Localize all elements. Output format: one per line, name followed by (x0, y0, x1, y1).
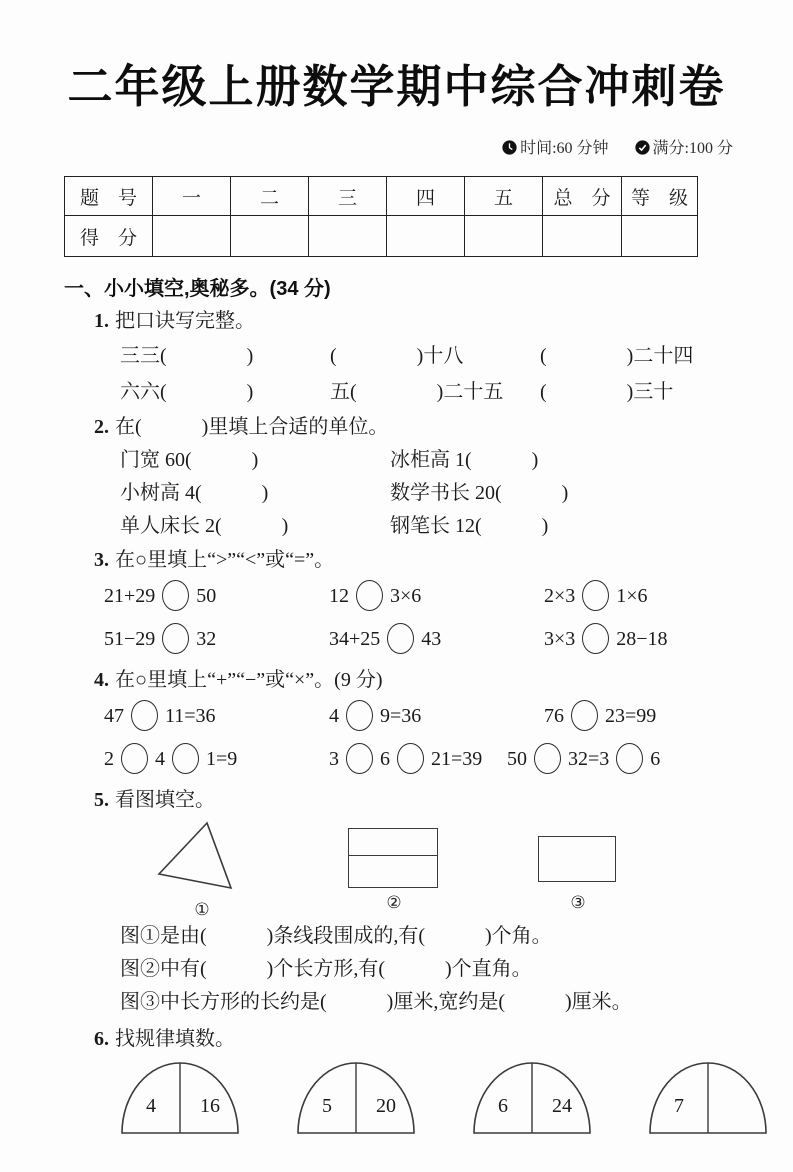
expression: 21+29 (104, 585, 156, 607)
q2-row (120, 474, 793, 507)
clock-icon (502, 140, 517, 155)
fill-blank-item: 五( )二十五 (330, 380, 504, 403)
score-table-header-row (65, 177, 698, 216)
question-3-number: 3. (94, 549, 109, 571)
score-table (64, 176, 698, 257)
question-5 (94, 787, 793, 814)
q6-domes (120, 1061, 793, 1135)
dome-left-value: 5 (322, 1095, 332, 1117)
comparison-item (329, 623, 544, 654)
question-6-number: 6. (94, 1028, 109, 1050)
operator-item (104, 700, 329, 731)
answer-circle (534, 743, 561, 774)
check-circle-icon (635, 140, 650, 155)
dome-figure (472, 1061, 592, 1135)
comparison-item (329, 580, 544, 611)
score-cell (231, 216, 309, 257)
section1-heading: 一、小小填空,奥秘多。(34 分) (64, 278, 331, 300)
score-table-header-cell: 二 (231, 177, 309, 216)
answer-circle (346, 743, 373, 774)
answer-circle (121, 743, 148, 774)
q3-row (104, 574, 793, 617)
expression: 32=3 (568, 748, 610, 770)
time-info (502, 140, 612, 157)
score-cell (622, 216, 698, 257)
question-5-text: 看图填空。 (115, 789, 215, 811)
fill-blank-item: ( )二十四 (540, 344, 694, 367)
expression: 76 (544, 705, 564, 727)
answer-circle (582, 623, 609, 654)
score-label: 满分:100 分 (652, 140, 733, 157)
q2-row (120, 507, 793, 540)
dome-right-value: 16 (200, 1095, 220, 1117)
fill-blank-item: ( )十八 (330, 344, 464, 367)
unit-blank-item: 小树高 4( ) (120, 482, 269, 504)
score-row-label: 得 分 (65, 216, 153, 257)
score-cell (465, 216, 543, 257)
triangle-figure (155, 820, 250, 890)
rectangle-figure (538, 836, 616, 882)
dome-figure (296, 1061, 416, 1135)
expression: 21=39 (431, 748, 483, 770)
answer-circle (397, 743, 424, 774)
fill-blank-item: 六六( ) (120, 380, 254, 403)
score-table-header-cell: 题 号 (65, 177, 153, 216)
comparison-item (104, 623, 329, 654)
comparison-item (544, 623, 793, 654)
answer-circle (616, 743, 643, 774)
q5-line: 图③中长方形的长约是( )厘米,宽约是( )厘米。 (120, 991, 632, 1013)
answer-circle (582, 580, 609, 611)
expression: 12 (329, 585, 349, 607)
question-2 (94, 414, 793, 441)
dome-figure (120, 1061, 240, 1135)
operator-item (544, 700, 793, 731)
figure-label: ① (194, 900, 210, 919)
score-cell (543, 216, 622, 257)
expression: 4 (329, 705, 339, 727)
score-table-header-cell: 三 (309, 177, 387, 216)
question-1 (94, 308, 793, 335)
operator-item (329, 743, 507, 774)
question-1-number: 1. (94, 310, 109, 332)
question-2-number: 2. (94, 416, 109, 438)
score-table-header-cell: 一 (153, 177, 231, 216)
question-4-text: 在○里填上“+”“−”或“×”。(9 分) (115, 669, 383, 691)
answer-circle (346, 700, 373, 731)
dome-right-value: 20 (376, 1095, 396, 1117)
exam-info-line (0, 135, 733, 158)
score-table-header-cell: 四 (387, 177, 465, 216)
question-3 (94, 547, 793, 574)
dome-left-value: 7 (674, 1095, 684, 1117)
q1-row (120, 371, 793, 407)
score-table-header-cell: 五 (465, 177, 543, 216)
expression: 9=36 (380, 705, 422, 727)
exam-paper (0, 50, 793, 1172)
answer-circle (172, 743, 199, 774)
unit-blank-item: 单人床长 2( ) (120, 515, 289, 537)
question-1-text: 把口诀写完整。 (115, 310, 255, 332)
time-label: 时间:60 分钟 (520, 140, 609, 157)
expression: 28−18 (616, 628, 668, 650)
score-cell (387, 216, 465, 257)
question-6-text: 找规律填数。 (115, 1028, 235, 1050)
figure-2 (348, 828, 440, 913)
divided-rectangle-figure (348, 828, 438, 888)
expression: 1=9 (206, 748, 238, 770)
score-table-header-cell: 等 级 (622, 177, 698, 216)
score-cell (309, 216, 387, 257)
rectangle-divider-line (349, 855, 437, 856)
operator-item (104, 743, 329, 774)
answer-circle (131, 700, 158, 731)
unit-blank-item: 门宽 60( ) (120, 449, 259, 471)
question-3-text: 在○里填上“>”“<”或“=”。 (115, 549, 335, 571)
expression: 2×3 (544, 585, 576, 607)
expression: 6 (380, 748, 390, 770)
q1-row (120, 335, 793, 371)
q2-row (120, 441, 793, 474)
expression: 47 (104, 705, 124, 727)
expression: 3×6 (390, 585, 422, 607)
q5-line: 图②中有( )个长方形,有( )个直角。 (120, 958, 532, 980)
comparison-item (104, 580, 329, 611)
unit-blank-item: 数学书长 20( ) (390, 482, 569, 504)
q5-figures (0, 818, 793, 920)
score-cell (153, 216, 231, 257)
expression: 3 (329, 748, 339, 770)
answer-circle (356, 580, 383, 611)
q3-row (104, 617, 793, 660)
question-4 (94, 667, 793, 694)
expression: 11=36 (165, 705, 216, 727)
expression: 6 (650, 748, 661, 770)
question-2-text: 在( )里填上合适的单位。 (115, 416, 389, 438)
q4-row (104, 737, 793, 780)
operator-item (507, 743, 793, 774)
q4-row (104, 694, 793, 737)
expression: 32 (196, 628, 217, 650)
fill-blank-item: 三三( ) (120, 344, 254, 367)
figure-3 (538, 836, 618, 913)
answer-circle (162, 623, 189, 654)
figure-label: ② (386, 893, 402, 912)
expression: 34+25 (329, 628, 381, 650)
expression: 43 (421, 628, 442, 650)
figure-1 (152, 820, 252, 920)
operator-item (329, 700, 544, 731)
expression: 50 (196, 585, 217, 607)
q5-line: 图①是由( )条线段围成的,有( )个角。 (120, 925, 552, 947)
expression: 51−29 (104, 628, 156, 650)
answer-circle (571, 700, 598, 731)
page-title: 二年级上册数学期中综合冲刺卷 (67, 61, 726, 112)
unit-blank-item: 冰柜高 1( ) (390, 449, 539, 471)
expression: 50 (507, 748, 527, 770)
dome-left-value: 4 (146, 1095, 156, 1117)
fill-blank-item: ( )三十 (540, 380, 674, 403)
dome-right-value: 24 (552, 1095, 572, 1117)
answer-circle (387, 623, 414, 654)
expression: 4 (155, 748, 165, 770)
question-6 (94, 1026, 793, 1053)
score-table-header-cell: 总 分 (543, 177, 622, 216)
expression: 23=99 (605, 705, 657, 727)
score-table-score-row (65, 216, 698, 257)
dome-figure (648, 1061, 768, 1135)
dome-left-value: 6 (498, 1095, 508, 1117)
expression: 3×3 (544, 628, 576, 650)
expression: 2 (104, 748, 114, 770)
answer-circle (162, 580, 189, 611)
question-4-number: 4. (94, 669, 109, 691)
question-5-number: 5. (94, 789, 109, 811)
unit-blank-item: 钢笔长 12( ) (390, 515, 549, 537)
comparison-item (544, 580, 793, 611)
expression: 1×6 (616, 585, 648, 607)
figure-label: ③ (570, 893, 586, 912)
score-info (635, 140, 733, 157)
